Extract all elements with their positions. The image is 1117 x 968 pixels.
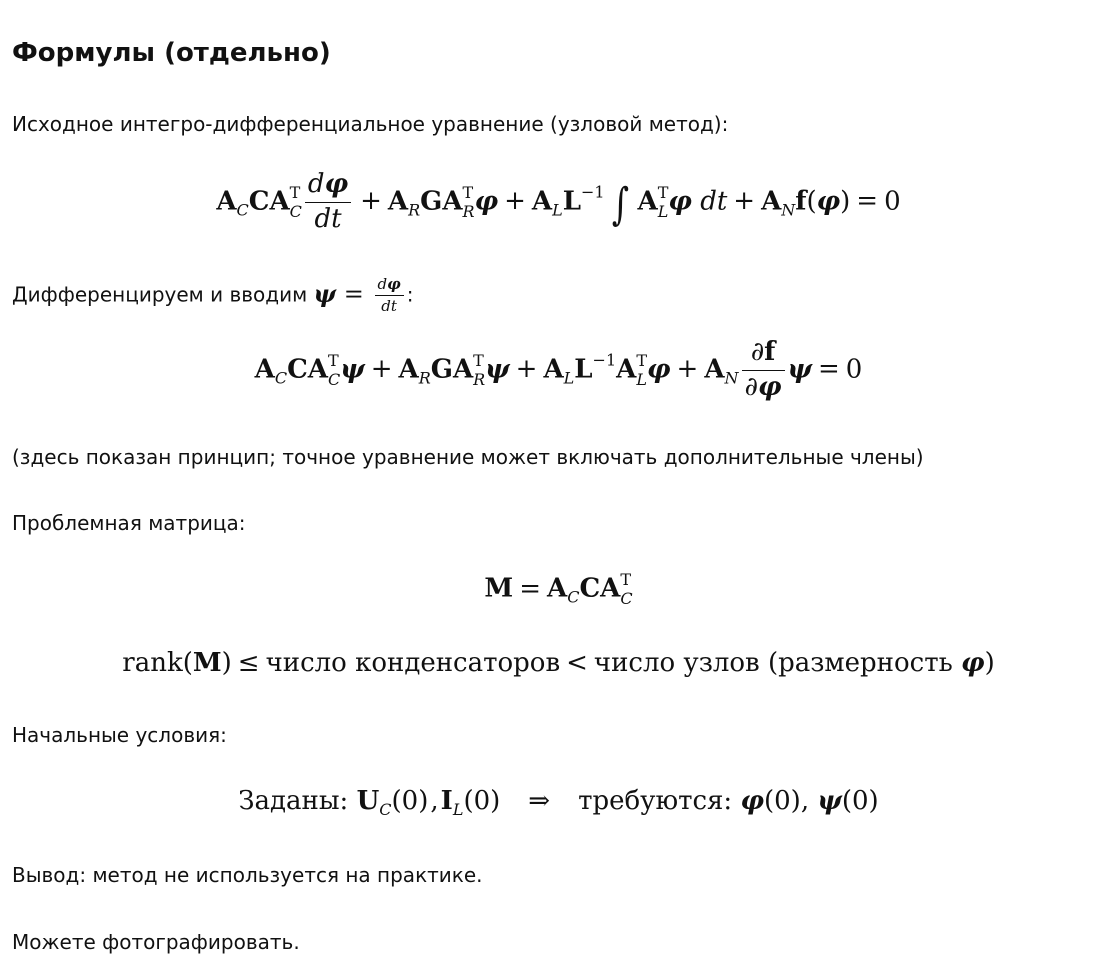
conclusion-text: Вывод: метод не используется на практике. [12,863,483,887]
equation-differentiated: $A_CCA$ T C $\psi + A_RGA$ T R $\psi + A_LL^{-1}A$ T L $\varphi + A_N$ $\frac{\partial f}{\partial\varphi}$ ψ = 0 [254,337,863,402]
page-title: Формулы (отдельно) [12,38,331,68]
intro-text: Исходное интегро-дифференциальное уравнение (узловой метод): [12,112,729,136]
equation-initial-conditions: Заданы: $U_C(0),I_L(0)$ ⇒ требуются: φ(0), ψ(0) [238,786,879,819]
initial-conditions-label: Начальные условия: [12,723,227,747]
equation-rank: rank(M) ≤ число конденсаторов < число узлов (размерность φ) [122,648,995,678]
matrix-label: Проблемная матрица: [12,511,246,535]
equation-original: $A_CCA$ T C $\frac{d\varphi}{dt}$ + $A_RGA$ T R $\varphi + A_LL^{-1}$ ∫ A T L φ dt + $A_Nf(\varphi) = 0$ [216,169,901,234]
photo-text: Можете фотографировать. [12,930,300,954]
note-text: (здесь показан принцип; точное уравнение может включать дополнительные члены) [12,445,924,469]
differentiate-text: Дифференцируем и вводим ψ = $\frac{d\varphi}{dt}$ : [12,275,414,315]
equation-matrix: $M = A_CCA$ T C [484,570,633,608]
